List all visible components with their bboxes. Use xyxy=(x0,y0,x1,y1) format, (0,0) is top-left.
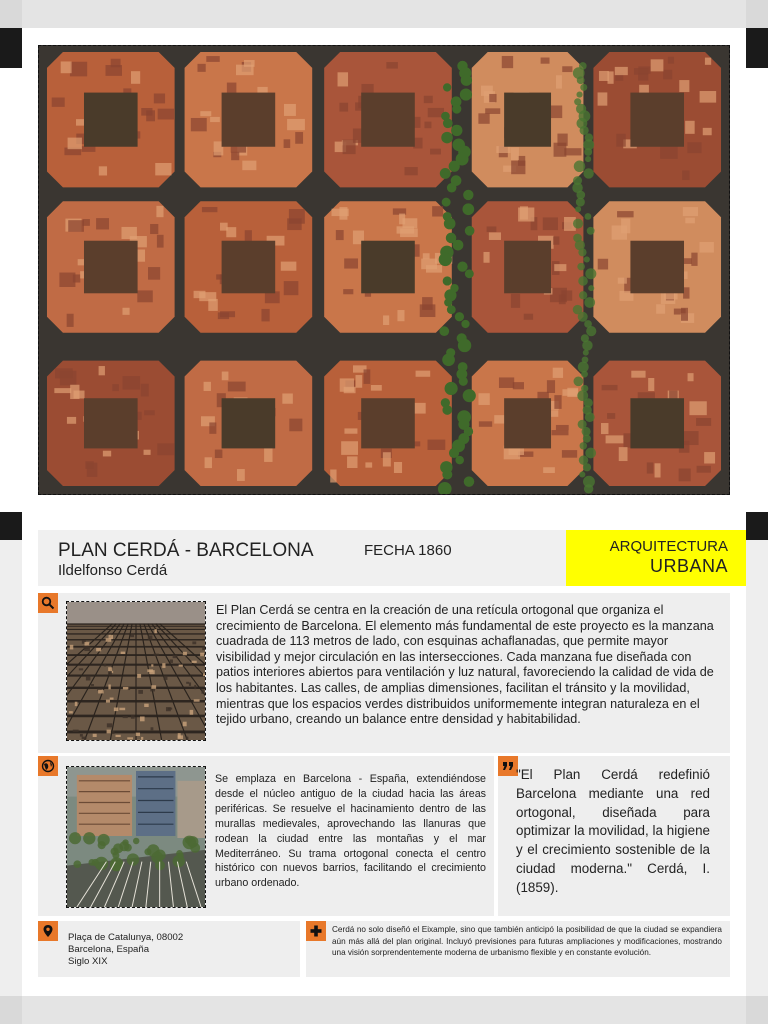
search-icon xyxy=(38,593,58,613)
quote-panel xyxy=(498,756,730,916)
address-line-3: Siglo XIX xyxy=(68,956,108,968)
plus-icon xyxy=(306,921,326,941)
location-panel xyxy=(38,756,494,916)
note-panel xyxy=(306,921,730,977)
right-edge-bar xyxy=(746,512,768,540)
right-edge-bar xyxy=(746,28,768,68)
left-edge-bar xyxy=(0,512,22,540)
header-block xyxy=(38,530,566,586)
quote-text: "El Plan Cerdá redefinió Barcelona mediante una red ortogonal, diseñada para optimizar la movilidad, la higiene y el crecimiento sostenible de la ciudad moderna." Cerdá, I. (1859). xyxy=(516,767,710,895)
category-line-2: URBANA xyxy=(649,556,728,576)
address-line-2: Barcelona, España xyxy=(68,944,150,956)
top-band xyxy=(0,0,768,28)
barcelona-street-photo xyxy=(66,766,206,908)
address-line-1: Plaça de Catalunya, 08002 xyxy=(68,932,184,943)
quote-icon xyxy=(498,756,518,776)
map-pin-icon xyxy=(38,921,58,941)
page-title: PLAN CERDÁ - BARCELONA xyxy=(58,540,314,561)
category-line-1: ARQUITECTURA xyxy=(609,538,728,555)
note-text: Cerdá no solo diseñó el Eixample, sino que también anticipó la posibilidad de que la ciudad se expandiera aún más allá del plan original. Incluyó previsiones para futuras ampliaciones y modificaciones, mostrando una visión sorprendentemente moderna de urbanismo flexible y en constante evolución. xyxy=(332,925,722,958)
bottom-band xyxy=(0,996,768,1024)
left-edge-bar xyxy=(0,28,22,68)
author-name: Ildelfonso Cerdá xyxy=(58,562,168,579)
description-panel xyxy=(38,593,730,753)
category-badge xyxy=(566,530,746,586)
date-label: FECHA 1860 xyxy=(364,542,452,559)
address-panel xyxy=(38,921,300,977)
globe-location-icon xyxy=(38,756,58,776)
street-grid-photo xyxy=(66,601,206,741)
address-block xyxy=(68,932,183,969)
description-text: El Plan Cerdá se centra en la creación de una retícula ortogonal que organiza el crecimiento de Barcelona. El elemento más fundamental de este proyecto es la manzana cuadrada de 113 metros de lado, con esquinas achaflanadas, que permite mayor visibilidad y mejor circulación en las intersecciones. Cada manzana fue diseñada con patios interiores abiertos para ventilación y luz natural, favoreciendo la calidad de vida de los habitantes. Las calles, de amplias dimensiones, facilitan el tránsito y la movilidad, mientras que los espacios verdes distribuidos uniformemente integran naturaleza en el tejido urbano, creando un balance entre densidad y habitabilidad. xyxy=(216,603,714,727)
left-margin xyxy=(0,540,22,996)
right-margin xyxy=(746,540,768,996)
location-text: Se emplaza en Barcelona - España, extendiéndose desde el núcleo antiguo de la ciudad hacia las áreas periféricas. Se resuelve el hacinamiento dentro de las murallas medievales, aprovechando las llanuras que rodean la ciudad entre las montañas y el mar Mediterráneo. Su trama ortogonal conecta el centro histórico con nuevos barrios, facilitando el crecimiento urbano ordenado. xyxy=(215,773,486,890)
aerial-photo-eixample xyxy=(38,45,730,495)
